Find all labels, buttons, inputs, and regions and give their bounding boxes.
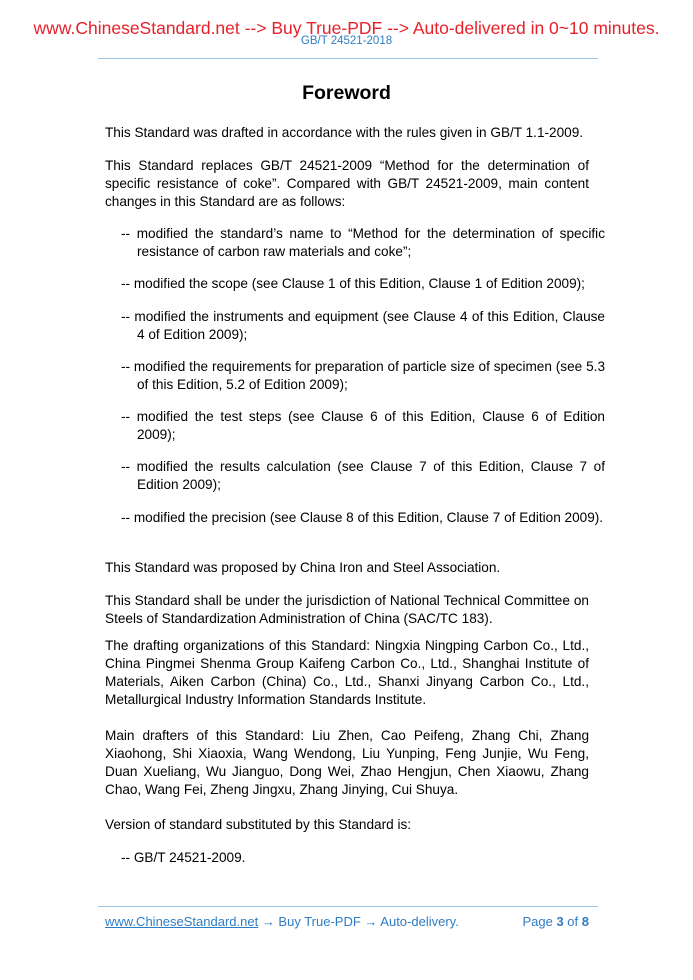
footer-divider <box>98 906 598 907</box>
paragraph: Version of standard substituted by this Standard is: <box>105 817 412 832</box>
header-divider <box>98 58 598 59</box>
list-item: -- modified the instruments and equipment (see Clause 4 of this Edition, Clause 4 of Edition 2009); <box>121 309 605 342</box>
paragraph: This Standard was proposed by China Iron and Steel Association. <box>105 560 501 575</box>
list-item: -- modified the precision (see Clause 8 of this Edition, Clause 7 of Edition 2009). <box>121 510 604 525</box>
list-item: -- modified the test steps (see Clause 6 of this Edition, Clause 6 of Edition 2009); <box>121 409 605 442</box>
list-item: -- modified the standard’s name to “Method for the determination of specific resistance of carbon raw materials and coke”; <box>121 226 605 259</box>
page-total: 8 <box>581 914 589 929</box>
standard-code: GB/T 24521-2018 <box>300 35 393 47</box>
of-label: of <box>563 914 582 929</box>
site-link[interactable]: www.ChineseStandard.net <box>105 914 259 929</box>
list-item: -- modified the requirements for preparation of particle size of specimen (see 5.3 of this Edition, 5.2 of Edition 2009); <box>121 359 605 392</box>
paragraph: Main drafters of this Standard: Liu Zhen, Cao Peifeng, Zhang Chi, Zhang Xiaohong, Shi Xiaoxia, Wang Wendong, Liu Yunping, Feng Junjie, Wu Feng, Duan Xueliang, Wu Jianguo, Dong Wei, Zhao Hengjun, Chen Xiaowu, Zhang Chao, Wang Fei, Zheng Jingxu, Zhang Jinying, Cui Shuya. <box>105 728 589 797</box>
page-title: Foreword <box>302 82 391 104</box>
footer <box>105 914 589 929</box>
list-item: -- GB/T 24521-2009. <box>121 850 246 865</box>
list-item: -- modified the scope (see Clause 1 of this Edition, Clause 1 of Edition 2009); <box>121 276 585 291</box>
paragraph: The drafting organizations of this Standard: Ningxia Ningping Carbon Co., Ltd., China Pingmei Shenma Group Kaifeng Carbon Co., Ltd., Shanghai Institute of Materials, Aiken Carbon (China) Co., Ltd., Shanxi Jinyang Carbon Co., Ltd., Metallurgical Industry Information Standards Institute. <box>105 638 589 707</box>
paragraph: This Standard replaces GB/T 24521-2009 “Method for the determination of specific resistance of coke”. Compared with GB/T 24521-2009, main content changes in this Standard are as follows: <box>105 158 589 209</box>
list-item: -- modified the results calculation (see Clause 7 of this Edition, Clause 7 of Edition 2009); <box>121 459 605 492</box>
paragraph: This Standard was drafted in accordance with the rules given in GB/T 1.1-2009. <box>105 125 584 140</box>
page-number: 3 <box>556 914 564 929</box>
page-label: Page <box>522 914 557 929</box>
paragraph: This Standard shall be under the jurisdiction of National Technical Committee on Steels of Standardization Administration of China (SAC/TC 183). <box>105 593 589 626</box>
promo-banner[interactable]: www.ChineseStandard.net --> Buy True-PDF --> Auto-delivered in 0~10 minutes. <box>33 18 660 38</box>
footer-tagline: → Buy True-PDF → Auto-delivery. <box>258 914 459 929</box>
page-indicator <box>522 914 589 929</box>
